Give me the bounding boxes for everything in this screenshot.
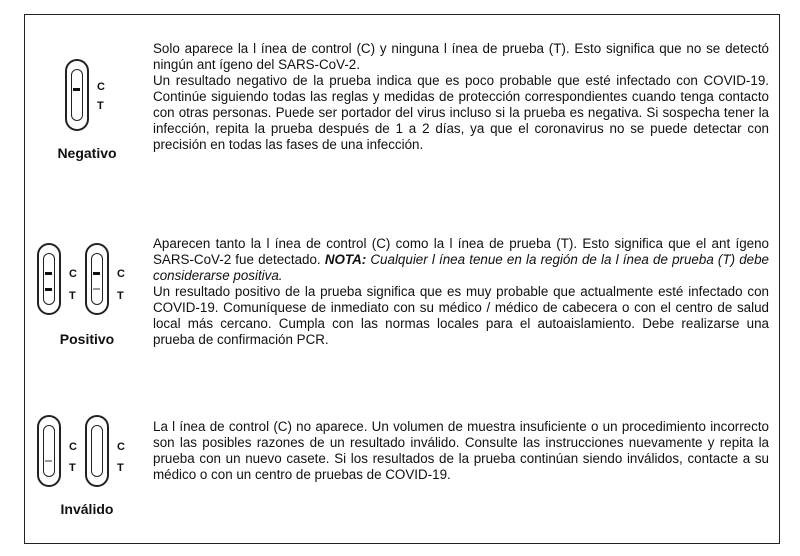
positive-label: Positivo	[59, 331, 115, 347]
c-letter: C	[69, 441, 77, 453]
test-cassette-icon	[65, 59, 89, 131]
test-cassette-icon	[85, 415, 109, 487]
faint-test-line	[45, 460, 52, 462]
t-letter: T	[97, 100, 104, 112]
note-text: Cualquier l ínea tenue en la región de la l ínea de prueba (T) debe considerarse positiva.	[153, 252, 769, 283]
invalid-description	[153, 419, 769, 483]
positive-paragraph-1: Aparecen tanto la l ínea de control (C) como la l ínea de prueba (T). Esto significa que el ant ígeno SARS-CoV-2 fue detectado. NOTA: Cualquier l ínea tenue en la región de la l ínea de prueba (T) debe considerarse positiva.	[153, 236, 769, 283]
test-cassette-icon	[37, 243, 61, 315]
negative-paragraph-1: Solo aparece la l ínea de control (C) y ninguna l ínea de prueba (T). Esto significa que no se detectó ningún ant ígeno del SARS-CoV-2.	[153, 41, 769, 72]
c-letter: C	[117, 441, 125, 453]
negative-paragraph-2: Un resultado negativo de la prueba indica que es poco probable que esté infectado con COVID-19. Continúe siguiendo todas las reglas y medidas de protección correspondientes cuando tenga contacto con otras personas. Puede ser portador del virus incluso si la prueba es negativa. Si sospecha tener la infección, repita la prueba después de 1 a 2 días, ya que el coronavirus no se puede detectar con precisión en todas las fases de una infección.	[153, 73, 769, 152]
control-line	[73, 88, 80, 91]
faint-test-line	[93, 288, 100, 290]
test-cassette-icon	[37, 415, 61, 487]
control-line	[93, 272, 100, 275]
c-letter: C	[97, 81, 105, 93]
t-letter: T	[117, 290, 124, 302]
invalid-paragraph-1: La l ínea de control (C) no aparece. Un volumen de muestra insuficiente o un procedimiento incorrecto son las posibles razones de un resultado inválido. Consulte las instrucciones nuevamente y repita la prueba con un nuevo casete. Si los resultados de la prueba continúan siendo inválidos, contacte a su médico o con un centro de pruebas de COVID-19.	[153, 419, 769, 482]
positive-description	[153, 236, 769, 348]
control-line	[45, 272, 52, 275]
note-label: NOTA:	[324, 252, 367, 267]
negative-description	[153, 41, 769, 153]
t-letter: T	[69, 290, 76, 302]
negative-label: Negativo	[57, 145, 117, 161]
invalid-label: Inválido	[60, 501, 114, 517]
test-line	[45, 288, 52, 291]
c-letter: C	[69, 268, 77, 280]
c-letter: C	[117, 268, 125, 280]
t-letter: T	[117, 462, 124, 474]
results-table	[24, 14, 780, 544]
t-letter: T	[69, 462, 76, 474]
positive-paragraph-2: Un resultado positivo de la prueba significa que es muy probable que actualmente esté infectado con COVID-19. Comuníquese de inmediato con su médico / médico de cabecera o con el centro de salud local más cercano. Cumpla con las normas locales para el autoaislamiento. Debe realizarse una prueba de confirmación PCR.	[153, 284, 769, 347]
test-cassette-icon	[85, 243, 109, 315]
